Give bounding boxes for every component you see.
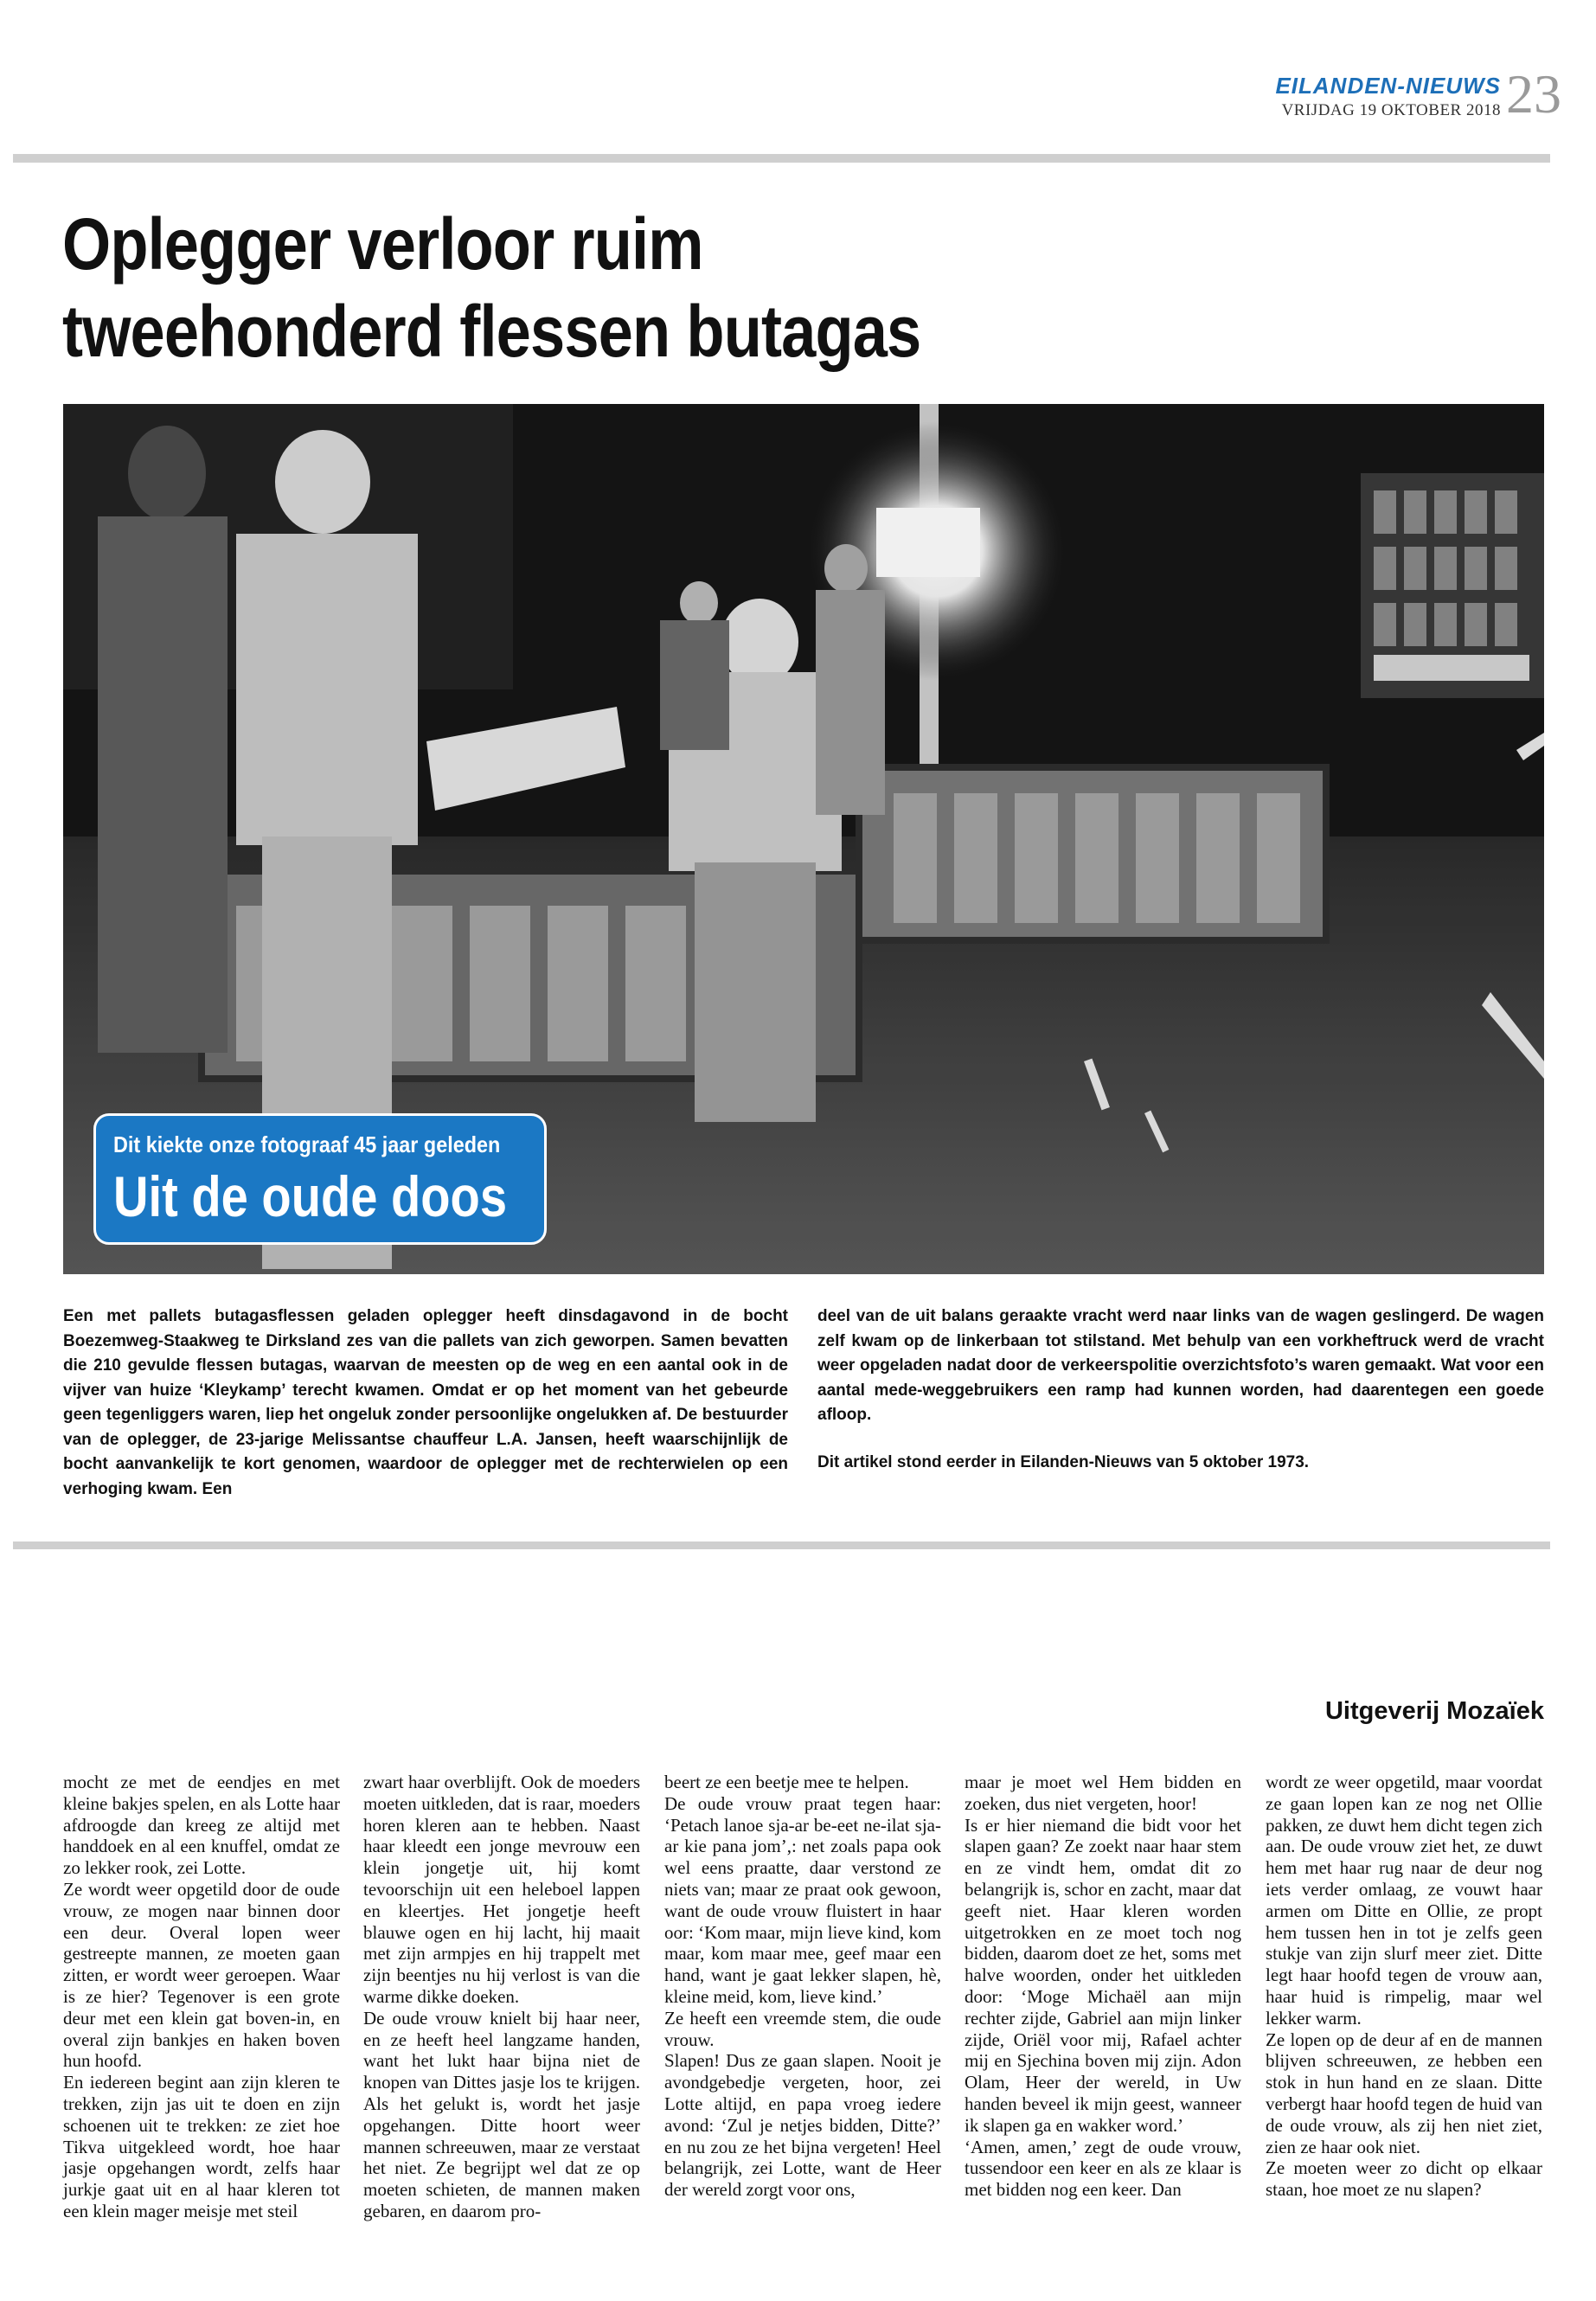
- story-column-2: [363, 1772, 640, 2222]
- section-title: Uit de oude doos: [113, 1164, 508, 1228]
- story-text: maar je moet wel Hem bidden en zoeken, dus niet vergeten, hoor! Is er hier niemand die bidt voor het slapen gaan? Ze zoekt naar haar stem en ze vindt hem, omdat dit zo belangrijk is, schor en zacht, maar dat geeft niet. Haar kleren worden uitgetrokken en ze moet toch nog bidden, daarom doet ze het, soms met halve woorden, onder het uitkleden door: ‘Moge Michaël aan mijn rechter zijde, Gabriel aan mijn linker zijde, Oriël voor mij, Rafael achter mij en Sjechina boven mij zijn. Adon Olam, Heer der wereld, in Uw handen beveel ik mijn geest, wanneer ik slapen ga en wakker word.’ ‘Amen, amen,’ zegt de oude vrouw, tussendoor een keer en als ze klaar is met bidden nog een keer. Dan: [965, 1772, 1241, 2201]
- section-divider: [13, 1541, 1550, 1549]
- newspaper-brand: EILANDEN-NIEUWS: [1275, 73, 1501, 99]
- article-lead-column-1: [63, 1304, 788, 1502]
- masthead: [1275, 73, 1501, 120]
- story-text: wordt ze weer opgetild, maar voordat ze gaan lopen kan ze nog net Ollie pakken, ze duwt hem dicht tegen zich aan. De oude vrouw ziet het, ze duwt hem met haar rug naar de deur nog iets verder omlaag, ze vouwt haar armen om Ditte en Ollie, ze propt hem tussen hen in tot je zelfs geen stukje van zijn slurf meer ziet. Ditte legt haar hoofd tegen de vrouw aan, haar huid is rimpelig, maar wel lekker warm. Ze lopen op de deur af en de mannen blijven schreeuwen, ze hebben een stok in hun hand en ze slaan. Ditte verbergt haar hoofd tegen de huid van de oude vrouw, als zij hen niet ziet, zien ze haar ook niet. Ze moeten weer zo dicht op elkaar staan, hoe moet ze nu slapen?: [1266, 1772, 1542, 2201]
- header-divider: [13, 154, 1550, 163]
- section-kicker: Dit kiekte onze fotograaf 45 jaar geleden: [113, 1131, 501, 1157]
- source-note: Dit artikel stond eerder in Eilanden-Nieuws van 5 oktober 1973.: [817, 1452, 1310, 1471]
- story-column-5: [1266, 1772, 1542, 2201]
- story-text: mocht ze met de eendjes en met kleine bakjes spelen, en als Lotte haar afdroogde dan kreeg ze altijd met handdoek en al een knuffel, omdat ze zo lekker rook, zei Lotte. Ze wordt weer opgetild door de oude vrouw, ze mogen naar binnen door een deur. Overal lopen weer gestreepte mannen, ze moeten gaan zitten, er wordt weer geroepen. Waar is ze hier? Tegenover is een grote deur met een klein gat boven-in, en overal zijn bankjes en haken boven hun hoofd. En iedereen begint aan zijn kleren te trekken, zijn jas uit te doen en zijn schoenen uit te trekken: ze ziet hoe Tikva uitgekleed wordt, hoe haar jasje opgehangen wordt, zelfs haar jurkje gaat uit en al haar kleren tot een klein mager meisje met steil: [63, 1772, 340, 2221]
- headline-line-2: tweehonderd flessen butagas: [62, 290, 921, 372]
- story-column-4: [965, 1772, 1241, 2201]
- story-column-1: [63, 1772, 340, 2222]
- story-text: zwart haar overblijft. Ook de moeders moeten uitkleden, dat is raar, moeders horen kleren aan te hebben. Naast haar kleedt een jonge mevrouw een klein jongetje uit, hij komt tevoorschijn uit een heleboel lappen en kleertjes. Het jongetje heeft blauwe ogen en hij lacht, hij maait met zijn armpjes en hij trappelt met zijn beentjes nu hij verlost is van die warme dikke doeken. De oude vrouw knielt bij haar neer, en ze heeft heel langzame handen, want het lukt haar bijna niet de knopen van Dittes jasje los te krijgen. Als het gelukt is, wordt het jasje opgehangen. Ditte hoort weer mannen schreeuwen, maar ze verstaat het niet. Ze begrijpt wel dat ze op moeten schieten, de mannen maken gebaren, en daarom pro-: [363, 1772, 640, 2221]
- article-lead-column-2: [817, 1304, 1544, 1475]
- issue-date: VRIJDAG 19 OKTOBER 2018: [1281, 101, 1501, 119]
- lead-paragraph: Een met pallets butagasflessen geladen oplegger heeft dinsdagavond in de bocht Boezemweg-Staakweg te Dirksland zes van die pallets van zich geworpen. Samen bevatten die 210 gevulde flessen butagas, waarvan de meesten op de weg en een aantal ook in de vijver van huize ‘Kleykamp’ terecht kwamen. Omdat er op het moment van het gebeurde geen tegenliggers waren, liep het ongeluk zonder persoonlijke ongelukken af. De bestuurder van de oplegger, de 23-jarige Melissantse chauffeur L.A. Jansen, heeft waarschijnlijk de bocht aanvankelijk te kort genomen, waardoor de oplegger met de rechterwielen op een verhoging kwam. Een: [63, 1307, 788, 1498]
- headline-line-1: Oplegger verloor ruim: [62, 203, 703, 285]
- story-column-3: [664, 1772, 941, 2201]
- story-text: beert ze een beetje mee te helpen. De oude vrouw praat tegen haar: ‘Petach lanoe sja-ar be-eet ne-ilat sja-ar kie pana jom’,: net zoals papa ook wel eens praatte, daar verstond ze niets van; maar ze praat ook gewoon, want de oude vrouw fluistert in haar oor: ‘Kom maar, mijn lieve kind, kom maar, kom maar mee, geef maar een hand, want je gaat lekker slapen, hè, kleine meid, kom, lieve kind.’ Ze heeft een vreemde stem, die oude vrouw. Slapen! Dus ze gaan slapen. Nooit je avondgebedje vergeten, hoor, zei Lotte altijd, en papa vroeg iedere avond: ‘Zul je netjes bidden, Ditte?’ en nu zou ze het bijna vergeten! Heel belangrijk, zei Lotte, want de Heer der wereld zorgt voor ons,: [664, 1772, 941, 2201]
- article-headline: [62, 201, 1029, 375]
- publisher-credit: Uitgeverij Mozaïek: [1324, 1697, 1544, 1725]
- section-label-box: [93, 1113, 547, 1245]
- lead-paragraph-continued: deel van de uit balans geraakte vracht werd naar links van de wagen geslingerd. De wagen zelf kwam op de linkerbaan tot stilstand. Met behulp van een vorkheftruck werd de vracht weer opgeladen nadat door de verkeerspolitie overzichtsfoto’s waren gemaakt. Wat voor een aantal mede-weggebruikers een ramp had kunnen worden, had daarentegen een goede afloop.: [817, 1307, 1544, 1424]
- page-number: 23: [1506, 63, 1561, 125]
